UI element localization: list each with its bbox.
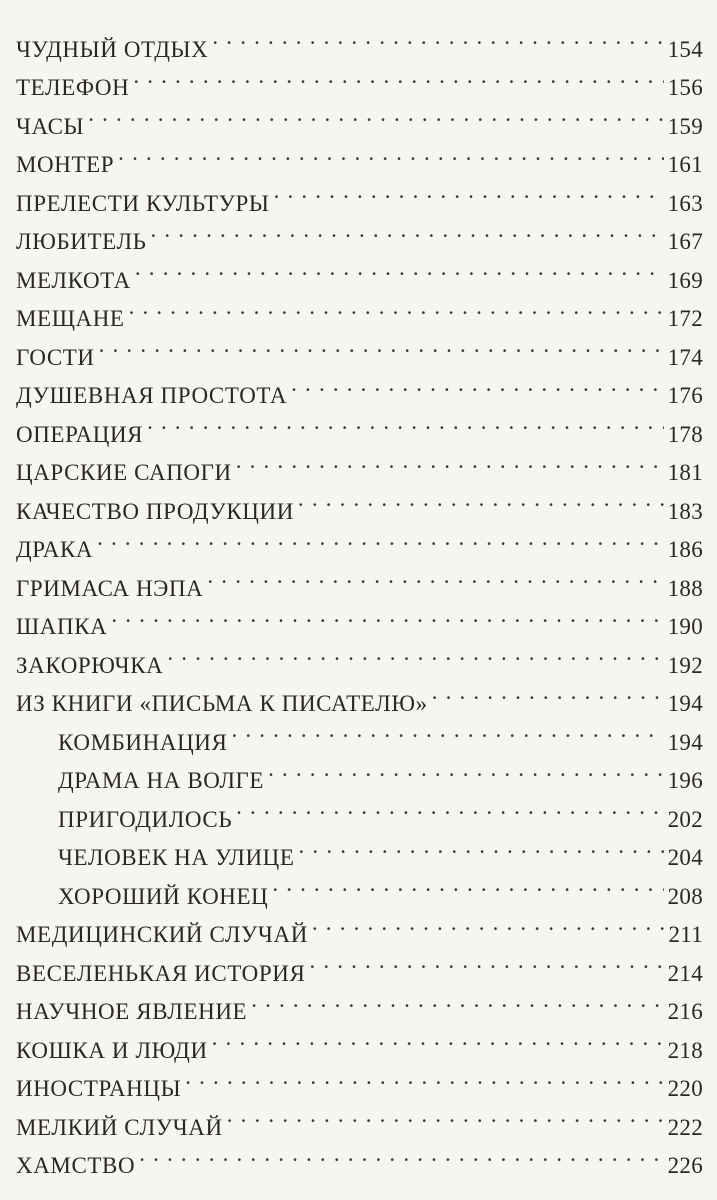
toc-entry-page-number: 156 bbox=[664, 69, 703, 108]
toc-entry bbox=[0, 442, 717, 485]
dot-leader bbox=[99, 326, 664, 365]
toc-entry-page-number: 216 bbox=[664, 993, 703, 1032]
toc-entry-page-number: 192 bbox=[664, 647, 703, 686]
toc-entry-page-number: 218 bbox=[664, 1032, 703, 1071]
toc-entry bbox=[0, 1058, 717, 1101]
toc-entry-page-number: 196 bbox=[664, 762, 703, 801]
toc-entry-page-number: 172 bbox=[664, 300, 703, 339]
toc-entry-title: ТЕЛЕФОН bbox=[16, 75, 130, 100]
toc-entry-title: КОШКА И ЛЮДИ bbox=[16, 1037, 208, 1063]
toc-entry bbox=[0, 288, 717, 331]
dot-leader bbox=[268, 750, 664, 789]
dot-leader bbox=[133, 57, 663, 96]
dot-leader bbox=[135, 249, 664, 288]
toc-entry-title: ХОРОШИЙ КОНЕЦ bbox=[58, 883, 269, 909]
dot-leader bbox=[129, 288, 664, 327]
toc-entry-title: ПРИГОДИЛОСЬ bbox=[58, 806, 233, 832]
toc-entry-title: ДРАМА НА ВОЛГЕ bbox=[58, 768, 265, 793]
dot-leader bbox=[185, 1058, 663, 1097]
toc-entry-page-number: 188 bbox=[664, 570, 703, 609]
toc-subentry bbox=[0, 788, 717, 832]
toc-entry-page-number: 159 bbox=[664, 108, 703, 147]
toc-entry-page-number: 181 bbox=[664, 454, 703, 493]
toc-entry-page-number: 178 bbox=[664, 416, 703, 455]
toc-entry-page-number: 167 bbox=[664, 223, 703, 262]
toc-entry bbox=[0, 18, 717, 62]
dot-leader bbox=[227, 1096, 664, 1135]
toc-entry-title: ДУШЕВНАЯ ПРОСТОТА bbox=[16, 383, 288, 408]
dot-leader bbox=[251, 981, 663, 1020]
dot-leader bbox=[291, 365, 663, 404]
toc-entry-title: ГОСТИ bbox=[16, 344, 95, 370]
toc-entry-title: ИНОСТРАНЦЫ bbox=[16, 1076, 182, 1101]
toc-entry-title: КАЧЕСТВО ПРОДУКЦИИ bbox=[16, 498, 294, 524]
toc-entry-page-number: 208 bbox=[664, 878, 703, 917]
toc-entry bbox=[0, 1135, 717, 1178]
toc-entry bbox=[0, 134, 717, 177]
toc-entry-title: КОМБИНАЦИЯ bbox=[58, 729, 228, 755]
toc-entry bbox=[0, 673, 717, 716]
toc-entry-page-number: 174 bbox=[664, 339, 703, 378]
dot-leader bbox=[88, 95, 663, 134]
dot-leader bbox=[312, 904, 665, 943]
toc-entry-page-number: 190 bbox=[664, 608, 703, 647]
toc-entry bbox=[0, 480, 717, 524]
toc-entry-title: МОНТЕР bbox=[16, 152, 115, 177]
toc-entry bbox=[0, 403, 717, 447]
dot-leader bbox=[272, 865, 663, 904]
toc-entry-title: ЧУДНЫЙ ОТДЫХ bbox=[16, 36, 209, 62]
dot-leader bbox=[274, 172, 664, 211]
table-of-contents bbox=[0, 18, 717, 1178]
toc-entry-title: НАУЧНОЕ ЯВЛЕНИЕ bbox=[16, 999, 248, 1024]
toc-entry bbox=[0, 519, 717, 562]
toc-entry-title: ХАМСТВО bbox=[16, 1153, 136, 1178]
toc-entry-title: ЧАСЫ bbox=[16, 113, 85, 139]
toc-subentry bbox=[0, 750, 717, 793]
toc-entry-title: ГРИМАСА НЭПА bbox=[16, 575, 204, 601]
toc-entry bbox=[0, 1096, 717, 1140]
toc-entry-page-number: 161 bbox=[664, 146, 703, 185]
toc-entry-page-number: 220 bbox=[664, 1070, 703, 1109]
toc-entry-title: МЕЛКОТА bbox=[16, 267, 131, 293]
dot-leader bbox=[236, 442, 664, 481]
toc-entry bbox=[0, 904, 717, 947]
toc-entry-page-number: 194 bbox=[664, 685, 703, 724]
dot-leader bbox=[147, 403, 664, 442]
toc-entry-page-number: 183 bbox=[664, 493, 703, 532]
toc-entry-title: ЦАРСКИЕ САПОГИ bbox=[16, 460, 232, 485]
toc-entry-page-number: 222 bbox=[664, 1109, 703, 1148]
toc-entry-title: МЕЛКИЙ СЛУЧАЙ bbox=[16, 1114, 223, 1140]
toc-entry bbox=[0, 95, 717, 139]
toc-entry-page-number: 194 bbox=[664, 724, 703, 763]
toc-subentry bbox=[0, 865, 717, 909]
toc-entry bbox=[0, 365, 717, 408]
toc-entry-title: ДРАКА bbox=[16, 537, 94, 562]
dot-leader bbox=[236, 788, 663, 827]
toc-entry bbox=[0, 172, 717, 216]
toc-subentry bbox=[0, 711, 717, 755]
toc-entry-page-number: 154 bbox=[664, 31, 703, 70]
toc-entry bbox=[0, 942, 717, 986]
toc-entry bbox=[0, 211, 717, 254]
dot-leader bbox=[299, 827, 664, 866]
toc-entry-page-number: 186 bbox=[664, 531, 703, 570]
toc-entry-page-number: 176 bbox=[664, 377, 703, 416]
toc-entry-page-number: 169 bbox=[664, 262, 703, 301]
dot-leader bbox=[111, 596, 663, 635]
dot-leader bbox=[309, 942, 663, 981]
toc-entry-page-number: 163 bbox=[664, 185, 703, 224]
dot-leader bbox=[231, 711, 663, 750]
toc-entry-title: ЗАКОРЮЧКА bbox=[16, 652, 164, 678]
toc-entry-page-number: 204 bbox=[664, 839, 703, 878]
toc-entry-page-number: 202 bbox=[664, 801, 703, 840]
toc-entry-title: МЕДИЦИНСКИЙ СЛУЧАЙ bbox=[16, 922, 308, 947]
toc-entry-title: ПРЕЛЕСТИ КУЛЬТУРЫ bbox=[16, 190, 270, 216]
toc-entry bbox=[0, 596, 717, 639]
toc-subentry bbox=[0, 827, 717, 870]
dot-leader bbox=[139, 1135, 663, 1174]
toc-entry bbox=[0, 249, 717, 293]
toc-entry-title: ВЕСЕЛЕНЬКАЯ ИСТОРИЯ bbox=[16, 960, 306, 986]
toc-entry-page-number: 211 bbox=[664, 916, 703, 955]
toc-entry-page-number: 226 bbox=[664, 1147, 703, 1186]
dot-leader bbox=[298, 480, 664, 519]
toc-entry-title: ОПЕРАЦИЯ bbox=[16, 421, 144, 447]
toc-entry bbox=[0, 557, 717, 601]
toc-entry bbox=[0, 981, 717, 1024]
dot-leader bbox=[212, 1019, 664, 1058]
dot-leader bbox=[432, 673, 664, 712]
toc-entry-title: МЕЩАНЕ bbox=[16, 306, 125, 331]
dot-leader bbox=[150, 211, 663, 250]
toc-entry bbox=[0, 57, 717, 100]
toc-entry-title: ИЗ КНИГИ «ПИСЬМА К ПИСАТЕЛЮ» bbox=[16, 691, 428, 716]
toc-entry bbox=[0, 1019, 717, 1063]
toc-entry bbox=[0, 326, 717, 370]
dot-leader bbox=[97, 519, 663, 558]
toc-entry-title: ЛЮБИТЕЛЬ bbox=[16, 229, 147, 254]
dot-leader bbox=[212, 18, 663, 57]
toc-entry-title: ЧЕЛОВЕК НА УЛИЦЕ bbox=[58, 845, 295, 870]
dot-leader bbox=[167, 634, 663, 673]
dot-leader bbox=[118, 134, 663, 173]
toc-entry bbox=[0, 634, 717, 678]
dot-leader bbox=[207, 557, 663, 596]
toc-entry-page-number: 214 bbox=[664, 955, 703, 994]
toc-entry-title: ШАПКА bbox=[16, 614, 108, 639]
